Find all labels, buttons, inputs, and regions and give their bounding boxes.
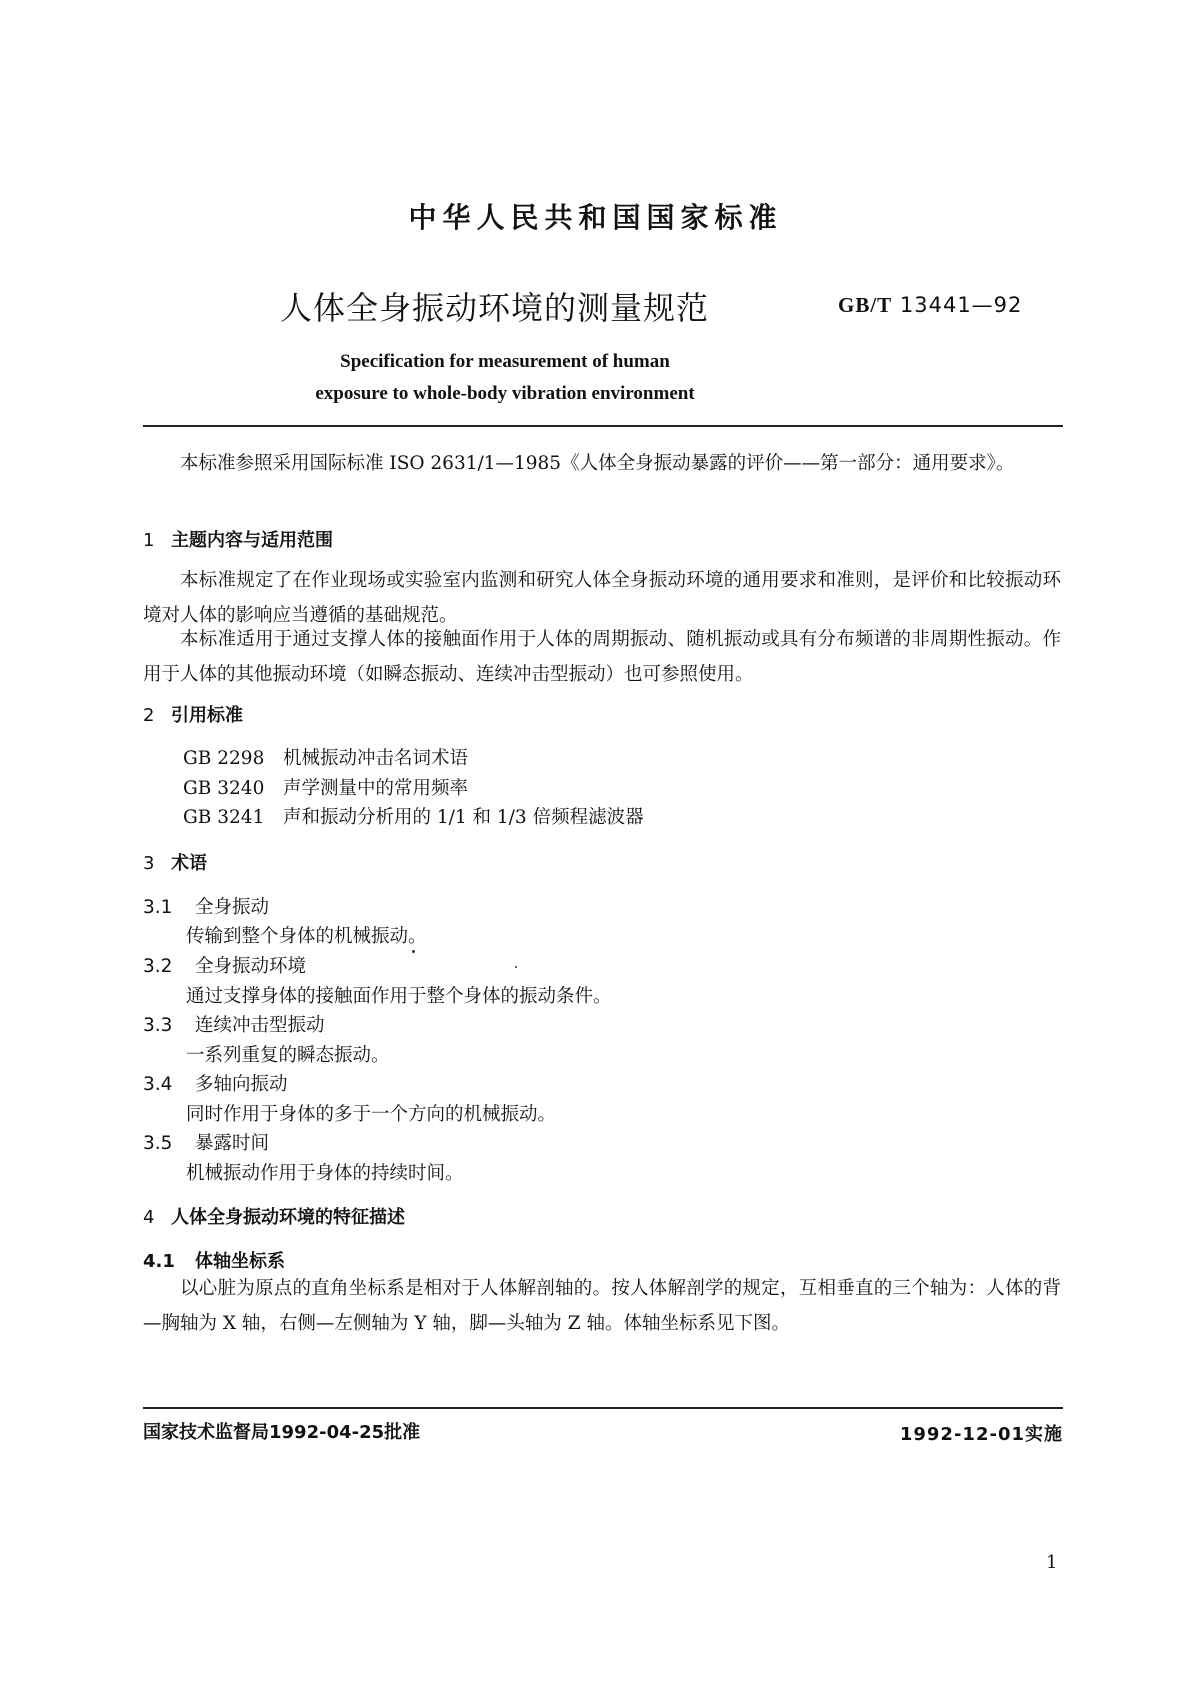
section-4-heading	[143, 1203, 405, 1229]
section-1-paragraph-1: 本标准规定了在作业现场或实验室内监测和研究人体全身振动环境的通用要求和准则，是评价和比较振动环境对人体的影响应当遵循的基础规范。	[143, 570, 1061, 626]
scan-speck	[412, 950, 415, 953]
term-number: 3.4	[143, 1074, 173, 1095]
term-definition: 传输到整个身体的机械振动。	[186, 926, 427, 947]
subsection-4-1-paragraph: 以心脏为原点的直角坐标系是相对于人体解剖轴的。按人体解剖学的规定，互相垂直的三个轴为：人体的背—胸轴为 X 轴，右侧—左侧轴为 Y 轴，脚—头轴为 Z 轴。体轴坐标系见下图。	[143, 1278, 1061, 1334]
document-title-cn: 人体全身振动环境的测量规范	[280, 289, 710, 327]
scan-speck	[515, 966, 517, 968]
reference-title: 声学测量中的常用频率	[283, 778, 469, 799]
section-1-paragraph-2: 本标准适用于通过支撑人体的接触面作用于人体的周期振动、随机振动或具有分布频谱的非周期性振动。作用于人体的其他振动环境（如瞬态振动、连续冲击型振动）也可参照使用。	[143, 629, 1061, 685]
standard-code-prefix: GB/T	[838, 293, 893, 317]
document-title-en-line1: Specification for measurement of human	[340, 351, 670, 372]
term-name: 全身振动	[195, 897, 270, 918]
term-entry	[143, 1070, 288, 1096]
term-name: 多轴向振动	[195, 1074, 288, 1095]
term-name: 全身振动环境	[195, 956, 307, 977]
term-definition: 一系列重复的瞬态振动。	[186, 1045, 390, 1066]
section-number: 1	[143, 530, 155, 551]
term-number: 3.1	[143, 897, 173, 918]
term-entry	[143, 1129, 269, 1155]
reference-code: GB 2298	[183, 748, 265, 769]
section-title: 引用标准	[171, 705, 243, 726]
intro-paragraph: 本标准参照采用国际标准 ISO 2631/1—1985《人体全身振动暴露的评价——第一部分：通用要求》。	[180, 453, 1015, 474]
term-definition: 通过支撑身体的接触面作用于整个身体的振动条件。	[186, 986, 612, 1007]
reference-item	[183, 744, 468, 770]
term-entry	[143, 893, 269, 919]
document-title-en	[0, 346, 1010, 410]
implementation-date: 1992-12-01实施	[899, 1424, 1063, 1445]
subsection-title: 体轴坐标系	[195, 1251, 285, 1272]
standard-code-number: 13441—92	[899, 293, 1023, 317]
header-divider	[143, 425, 1063, 427]
term-name: 连续冲击型振动	[195, 1015, 325, 1036]
reference-item	[183, 774, 468, 800]
document-title-en-line2: exposure to whole-body vibration environment	[315, 383, 695, 404]
page-number: 1	[1046, 1552, 1058, 1573]
term-entry	[143, 1011, 325, 1037]
reference-code: GB 3240	[183, 778, 265, 799]
section-3-heading	[143, 849, 207, 875]
section-title: 人体全身振动环境的特征描述	[171, 1207, 405, 1228]
reference-title: 机械振动冲击名词术语	[283, 748, 469, 769]
standard-code	[838, 293, 1022, 318]
subsection-4-1-heading	[143, 1247, 285, 1273]
section-number: 3	[143, 853, 155, 874]
footer-divider	[143, 1407, 1063, 1409]
section-number: 4	[143, 1207, 155, 1228]
reference-code: GB 3241	[183, 807, 265, 828]
reference-title: 声和振动分析用的 1/1 和 1/3 倍频程滤波器	[283, 807, 644, 828]
section-title: 主题内容与适用范围	[171, 530, 333, 551]
section-number: 2	[143, 705, 155, 726]
term-number: 3.3	[143, 1015, 173, 1036]
term-definition: 同时作用于身体的多于一个方向的机械振动。	[186, 1104, 557, 1125]
national-standard-heading: 中华人民共和国国家标准	[408, 201, 783, 234]
term-number: 3.2	[143, 956, 173, 977]
section-1-heading	[143, 526, 333, 552]
section-2-heading	[143, 701, 243, 727]
term-number: 3.5	[143, 1133, 173, 1154]
approval-note: 国家技术监督局1992-04-25批准	[143, 1422, 421, 1443]
term-name: 暴露时间	[195, 1133, 270, 1154]
term-entry	[143, 952, 306, 978]
reference-item	[183, 803, 644, 829]
subsection-number: 4.1	[143, 1251, 175, 1272]
term-definition: 机械振动作用于身体的持续时间。	[186, 1163, 464, 1184]
section-title: 术语	[171, 853, 207, 874]
